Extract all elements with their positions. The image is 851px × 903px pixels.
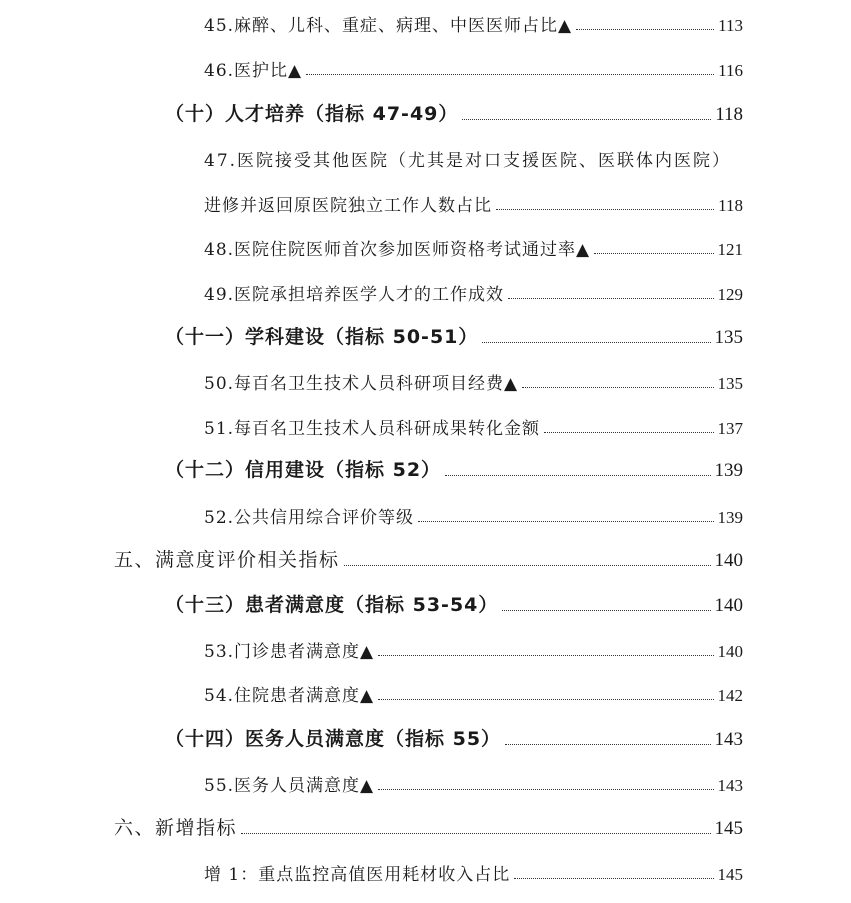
dot-leader (462, 119, 711, 120)
toc-entry-title: 51.每百名卫生技术人员科研成果转化金额 (204, 419, 541, 439)
toc-entry[interactable] (204, 10, 743, 36)
toc-chapter-title: 六、新增指标 (114, 817, 238, 839)
toc-page-number: 118 (718, 196, 743, 215)
dot-leader (544, 432, 713, 433)
dot-leader (418, 521, 713, 522)
toc-entry[interactable] (204, 279, 743, 305)
toc-page-number: 118 (715, 104, 743, 125)
toc-page-number: 137 (717, 419, 743, 438)
toc-page-number: 113 (718, 16, 743, 35)
toc-section-title: （十三）患者满意度（指标 53-54） (165, 594, 499, 616)
toc-section-heading[interactable] (165, 591, 743, 617)
toc-page-number: 116 (718, 61, 743, 80)
toc-page-number: 145 (714, 818, 743, 839)
dot-leader (482, 342, 710, 343)
dot-leader (514, 878, 713, 879)
dot-leader (378, 699, 713, 700)
toc-page-number: 140 (714, 595, 743, 616)
toc-page-number: 140 (714, 550, 743, 571)
dot-leader (496, 209, 714, 210)
toc-section-title: （十一）学科建设（指标 50-51） (165, 326, 479, 348)
dot-leader (576, 29, 714, 30)
toc-entry-title: 54.住院患者满意度▲ (204, 686, 375, 706)
toc-entry[interactable] (204, 368, 743, 394)
toc-page-number: 139 (717, 508, 743, 527)
toc-page-number: 135 (717, 374, 743, 393)
toc-page-number: 121 (717, 240, 743, 259)
dot-leader (502, 610, 710, 611)
toc-page-number: 135 (714, 327, 743, 348)
toc-entry-title: 55.医务人员满意度▲ (204, 776, 375, 796)
toc-page-number: 129 (717, 285, 743, 304)
toc-entry-title: 52.公共信用综合评价等级 (204, 508, 415, 528)
toc-entry[interactable] (204, 190, 743, 216)
toc-entry[interactable] (204, 636, 743, 662)
toc-entry[interactable] (204, 770, 743, 796)
dot-leader (344, 565, 711, 566)
toc-section-heading[interactable] (165, 456, 743, 482)
toc-page-number: 139 (714, 460, 743, 481)
toc-section-heading[interactable] (165, 725, 743, 751)
dot-leader (522, 387, 713, 388)
toc-section-heading[interactable] (165, 100, 743, 126)
toc-entry-title: 46.医护比▲ (204, 61, 303, 81)
toc-section-title: （十二）信用建设（指标 52） (165, 459, 442, 481)
toc-page-number: 143 (714, 729, 743, 750)
toc-page-number: 145 (717, 865, 743, 884)
dot-leader (241, 833, 710, 834)
toc-entry[interactable] (204, 859, 743, 885)
toc-entry-title: 47.医院接受其他医院（尤其是对口支援医院、医联体内医院） (204, 151, 732, 171)
toc-entry-title: 53.门诊患者满意度▲ (204, 642, 375, 662)
toc-entry-title: 45.麻醉、儿科、重症、病理、中医医师占比▲ (204, 16, 573, 36)
toc-chapter-title: 五、满意度评价相关指标 (114, 549, 340, 571)
toc-entry-title: 增 1：重点监控高值医用耗材收入占比 (204, 865, 511, 885)
toc-entry[interactable] (204, 234, 743, 260)
toc-page-number: 142 (717, 686, 743, 705)
toc-page-number: 140 (717, 642, 743, 661)
toc-entry[interactable] (204, 413, 743, 439)
dot-leader (378, 789, 713, 790)
dot-leader (505, 744, 710, 745)
toc-chapter-heading[interactable] (114, 546, 743, 572)
toc-entry-title: 进修并返回原医院独立工作人数占比 (204, 196, 492, 216)
dot-leader (445, 475, 710, 476)
dot-leader (306, 74, 714, 75)
toc-entry-title: 49.医院承担培养医学人才的工作成效 (204, 285, 505, 305)
toc-entry[interactable] (204, 502, 743, 528)
toc-entry-title: 50.每百名卫生技术人员科研项目经费▲ (204, 374, 519, 394)
toc-entry-title: 48.医院住院医师首次参加医师资格考试通过率▲ (204, 240, 591, 260)
dot-leader (508, 298, 713, 299)
toc-section-title: （十四）医务人员满意度（指标 55） (165, 728, 502, 750)
toc-page-number: 143 (717, 776, 743, 795)
dot-leader (594, 253, 713, 254)
toc-section-heading[interactable] (165, 323, 743, 349)
toc-entry-first-line[interactable] (204, 145, 743, 171)
toc-entry[interactable] (204, 55, 743, 81)
toc-entry[interactable] (204, 680, 743, 706)
toc-section-title: （十）人才培养（指标 47-49） (165, 103, 459, 125)
dot-leader (378, 655, 713, 656)
toc-chapter-heading[interactable] (114, 814, 743, 840)
